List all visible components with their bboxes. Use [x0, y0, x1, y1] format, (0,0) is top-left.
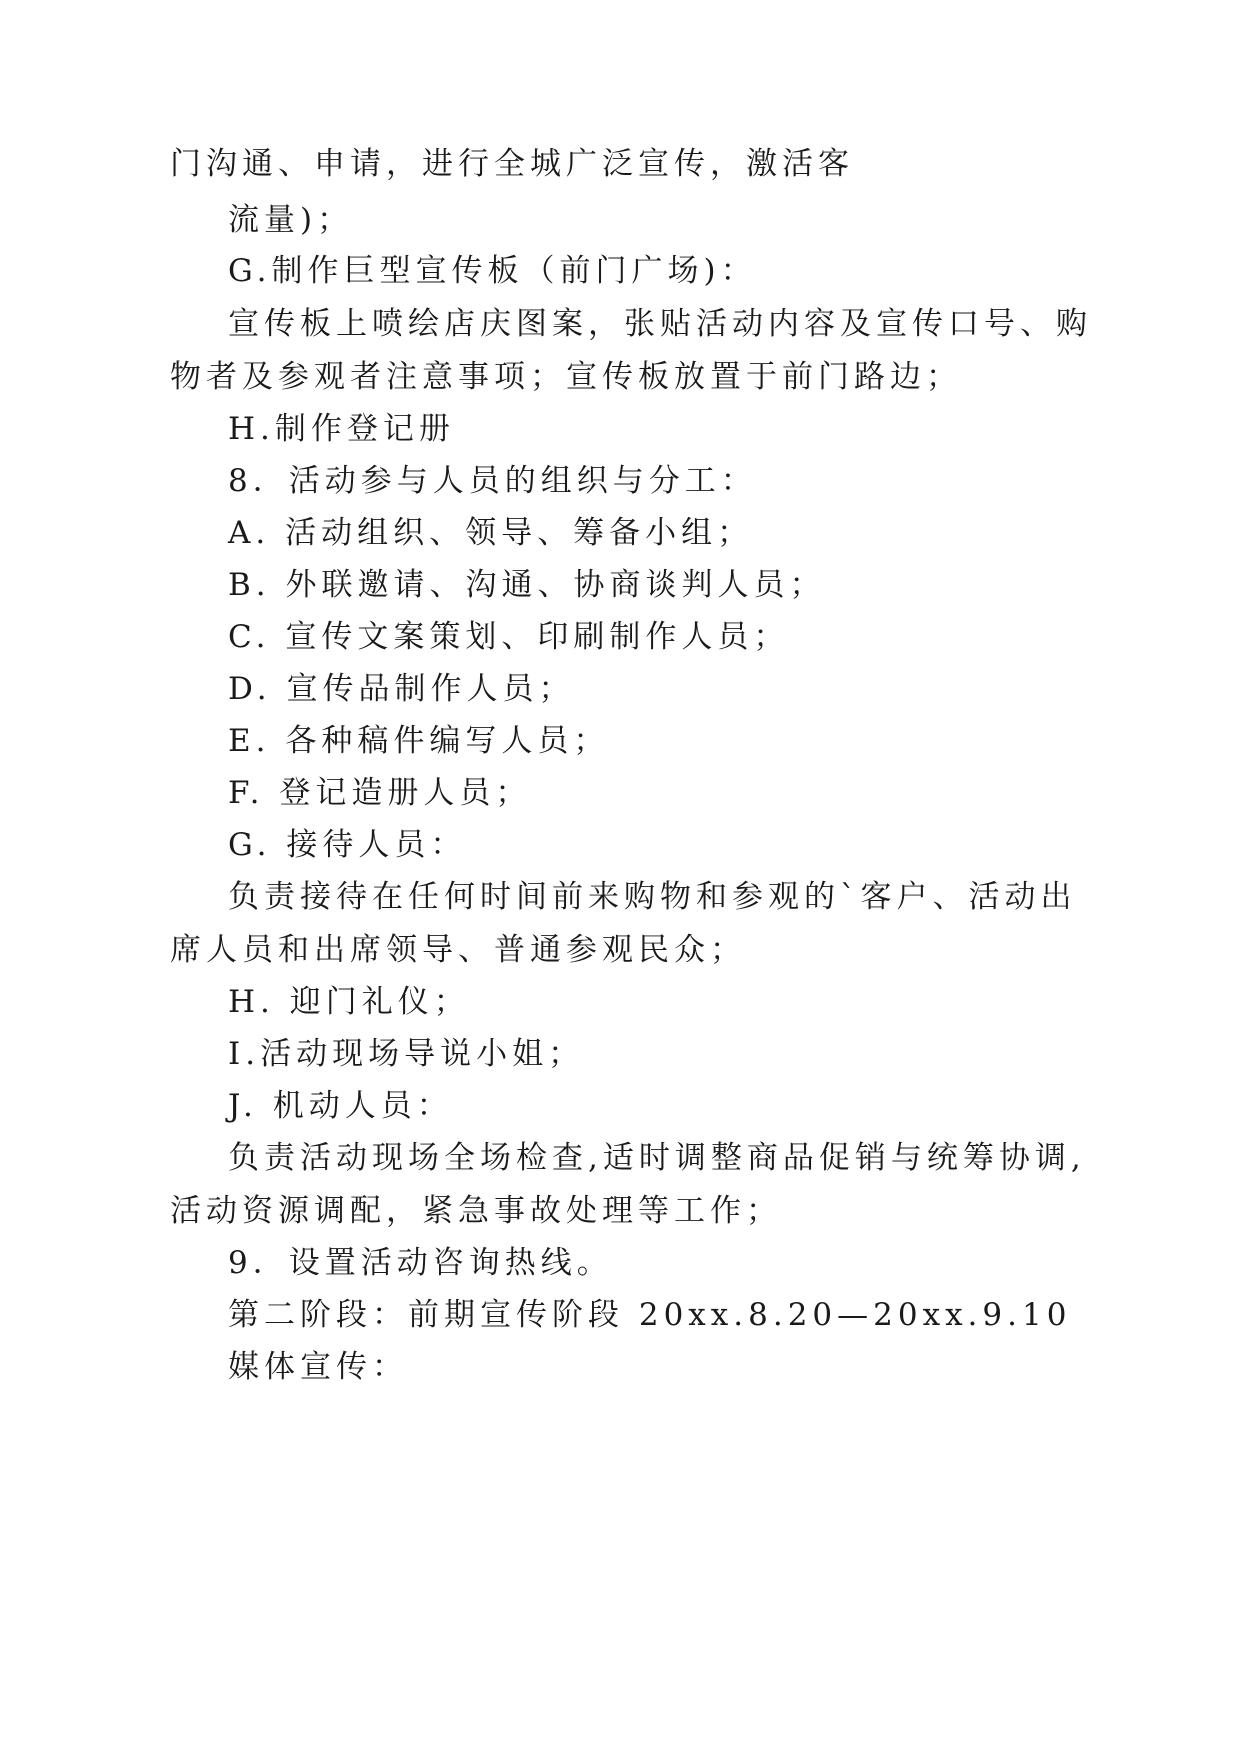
list-item: D. 宣传品制作人员；: [228, 671, 575, 707]
list-item: B. 外联邀请、沟通、协商谈判人员；: [228, 567, 826, 603]
list-item: J. 机动人员：: [228, 1088, 453, 1124]
text-line: G.制作巨型宣传板（前门广场)：: [228, 253, 757, 289]
list-item: E. 各种稿件编写人员；: [228, 723, 610, 759]
section-heading: 8．活动参与人员的组织与分工：: [228, 463, 757, 499]
text-line: 席人员和出席领导、普通参观民众；: [170, 932, 746, 968]
text-line: H.制作登记册: [228, 411, 455, 447]
text-line: 物者及参观者注意事项；宣传板放置于前门路边；: [170, 359, 962, 395]
list-item: I.活动现场导说小姐；: [228, 1036, 585, 1072]
list-item: A. 活动组织、领导、筹备小组；: [228, 515, 754, 551]
list-item: G. 接待人员：: [228, 827, 467, 863]
text-line: 负责接待在任何时间前来购物和参观的`客户、活动出: [228, 879, 1077, 915]
text-line: 流量)；: [228, 202, 354, 238]
text-line: 门沟通、申请，进行全城广泛宣传，激活客: [170, 146, 854, 182]
section-heading: 第二阶段：前期宣传阶段 20xx.8.20—20xx.9.10: [228, 1297, 1072, 1333]
list-item: C. 宣传文案策划、印刷制作人员；: [228, 619, 790, 655]
section-heading: 9．设置活动咨询热线。: [228, 1245, 613, 1281]
text-line: 负责活动现场全场检查,适时调整商品促销与统筹协调,: [228, 1140, 1086, 1176]
text-line: 活动资源调配，紧急事故处理等工作；: [170, 1193, 782, 1229]
list-item: H. 迎门礼仪；: [228, 984, 470, 1020]
text-line: 媒体宣传：: [228, 1349, 408, 1385]
text-line: 宣传板上喷绘店庆图案，张贴活动内容及宣传口号、购: [228, 306, 1092, 342]
list-item: F. 登记造册人员；: [228, 775, 532, 811]
